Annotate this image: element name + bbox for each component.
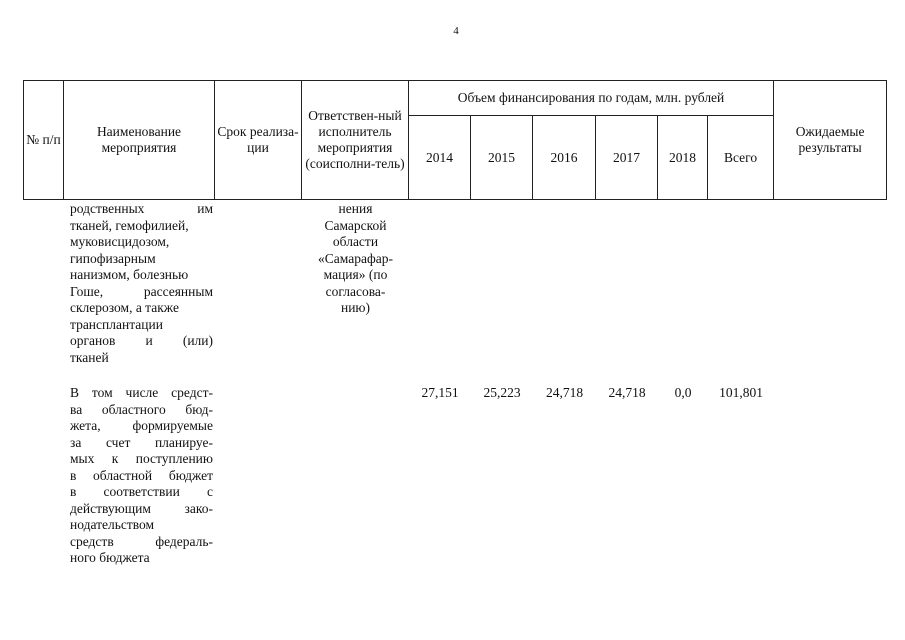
text-line: действующим зако- bbox=[70, 500, 213, 516]
text-line: области bbox=[332, 234, 379, 249]
text-line: склерозом, а также bbox=[70, 300, 179, 315]
text-line: В том числе средст- bbox=[70, 385, 213, 400]
text-line: согласова- bbox=[325, 283, 386, 299]
text-line: в соответствии с bbox=[70, 484, 213, 499]
text-line: ного бюджета bbox=[70, 550, 150, 565]
header-year: 2018 bbox=[658, 116, 708, 200]
page-number: 4 bbox=[453, 25, 459, 37]
text-line: родственных им bbox=[70, 201, 213, 216]
block1-executor bbox=[302, 201, 409, 317]
text-line: органов и (или) bbox=[70, 333, 213, 348]
text-line: в областной бюджет bbox=[70, 467, 213, 483]
header-name: Наименование мероприятия bbox=[64, 81, 215, 200]
header-num: № п/п bbox=[24, 81, 64, 200]
value-2015: 25,223 bbox=[483, 385, 521, 400]
header-executor: Ответствен-ный исполнитель мероприятия (соисполни-тель) bbox=[302, 81, 409, 200]
header-total: Всего bbox=[708, 116, 774, 200]
block2-name bbox=[70, 385, 213, 567]
text-line: за счет планируе- bbox=[70, 434, 213, 450]
text-line: тканей bbox=[70, 349, 109, 365]
text-line: тканей, гемофилией, bbox=[70, 217, 189, 233]
value-2016: 24,718 bbox=[545, 385, 584, 400]
text-line: нения bbox=[338, 201, 373, 216]
text-line: нодательством bbox=[70, 517, 155, 532]
text-line: нию) bbox=[340, 300, 371, 315]
text-line: Самарской bbox=[324, 217, 387, 233]
header-term: Срок реализа-ции bbox=[215, 81, 302, 200]
header-year: 2015 bbox=[471, 116, 533, 200]
value-2017: 24,718 bbox=[608, 385, 646, 400]
text-line: мых к поступлению bbox=[70, 451, 213, 466]
text-line: ва областного бюд- bbox=[70, 401, 213, 417]
block1-name bbox=[70, 201, 213, 366]
text-line: «Самарафар- bbox=[318, 250, 393, 266]
text-line: гипофизарным bbox=[70, 250, 156, 266]
text-line: средств федераль- bbox=[70, 533, 213, 549]
header-results: Ожидаемые результаты bbox=[774, 81, 887, 200]
text-line: трансплантации bbox=[70, 316, 163, 332]
table-header bbox=[23, 80, 887, 200]
text-line: Гоше, рассеянным bbox=[70, 283, 213, 299]
header-financing: Объем финансирования по годам, млн. рублей bbox=[409, 81, 774, 116]
header-year: 2017 bbox=[596, 116, 658, 200]
value-2014: 27,151 bbox=[421, 385, 459, 400]
text-line: мация» (по bbox=[323, 267, 388, 282]
value-2018: 0,0 bbox=[674, 385, 692, 400]
value-total: 101,801 bbox=[719, 385, 763, 400]
header-year: 2016 bbox=[533, 116, 596, 200]
text-line: жета, формируемые bbox=[70, 418, 213, 433]
header-year: 2014 bbox=[409, 116, 471, 200]
text-line: муковисцидозом, bbox=[70, 234, 170, 249]
text-line: нанизмом, болезнью bbox=[70, 267, 189, 282]
